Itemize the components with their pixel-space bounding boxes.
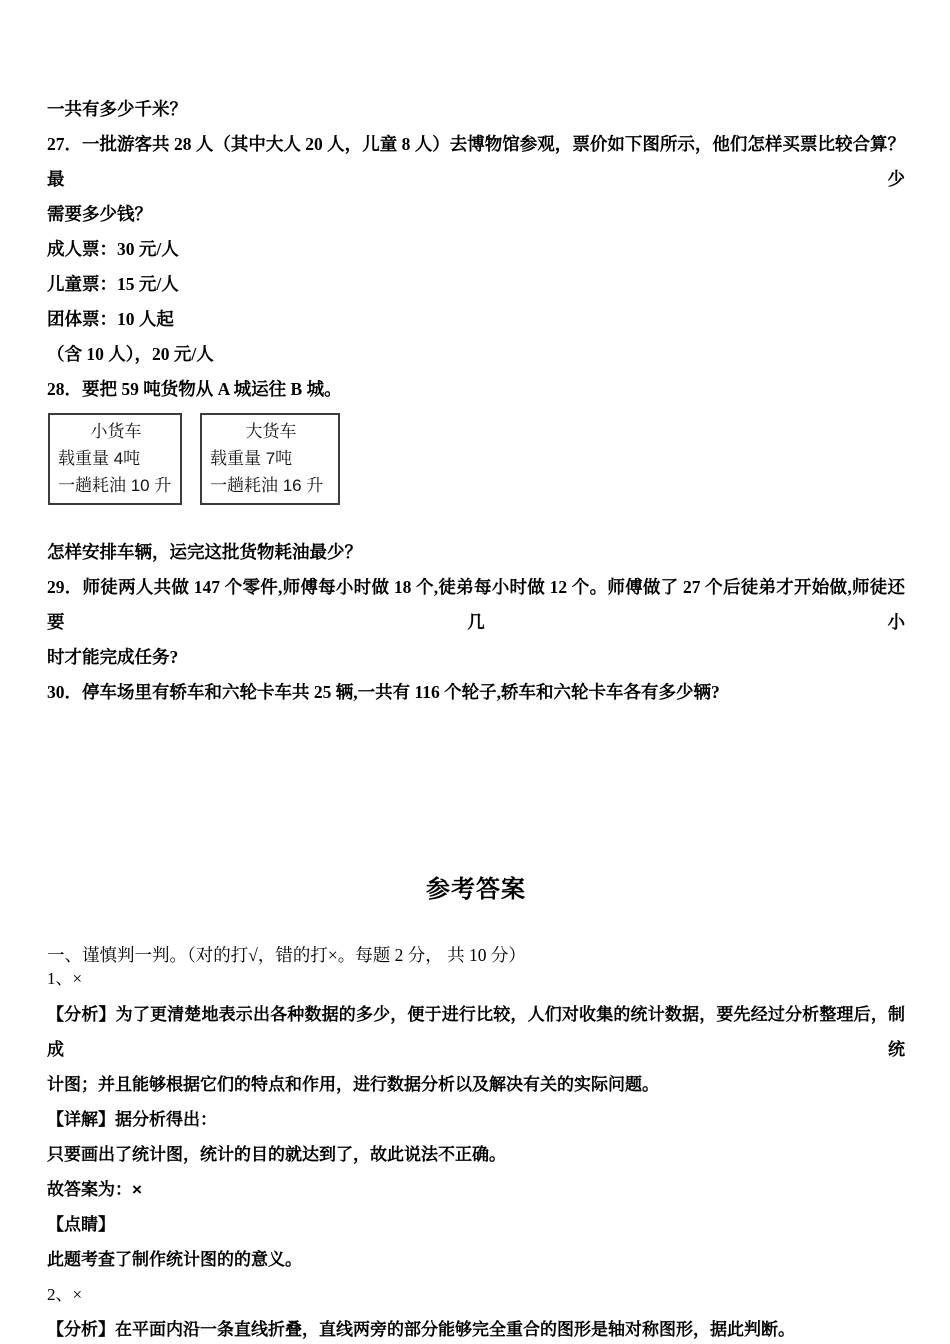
big-truck-card <box>200 413 340 505</box>
small-truck-name: 小货车 <box>90 422 142 441</box>
question-28-prompt: 怎样安排车辆，运完这批货物耗油最少？ <box>47 542 362 562</box>
answer-1-detail-body: 只要画出了统计图，统计的目的就达到了，故此说法不正确。 <box>47 1145 506 1164</box>
question-27-line1: 27．一批游客共 28 人（其中大人 20 人，儿童 8 人）去博物馆参观，票价如下图所示，他们怎样买票比较合算？最少 <box>47 134 905 189</box>
answer-1-analysis-line1: 【分析】为了更清楚地表示出各种数据的多少，便于进行比较，人们对收集的统计数据，要先经过分析整理后，制成统 <box>47 1005 905 1059</box>
question-30: 30．停车场里有轿车和六轮卡车共 25 辆,一共有 116 个轮子,轿车和六轮卡车各有多少辆? <box>47 682 720 702</box>
question-29-line1: 29．师徒两人共做 147 个零件,师傅每小时做 18 个,徒弟每小时做 12 个。师傅做了 27 个后徒弟才开始做,师徒还要几小 <box>47 577 905 632</box>
question-27-line2: 需要多少钱？ <box>47 204 152 224</box>
big-truck-name: 大货车 <box>245 422 297 441</box>
small-truck-card <box>48 413 182 505</box>
answer-1-tip-label: 【点睛】 <box>47 1215 115 1234</box>
small-truck-load: 载重量 4吨 <box>58 449 141 468</box>
answers-heading: 参考答案 <box>426 876 526 903</box>
answer-1-conclusion: 故答案为：× <box>47 1180 142 1199</box>
price-group-ticket: 团体票：10 人起 <box>47 309 174 329</box>
answer-1-result: 1、× <box>47 969 83 988</box>
small-truck-fuel: 一趟耗油 10 升 <box>58 476 172 495</box>
price-adult-ticket: 成人票：30 元/人 <box>47 239 179 259</box>
question-28-text: 28．要把 59 吨货物从 A 城运往 B 城。 <box>47 379 342 399</box>
answer-1-analysis-line2: 计图；并且能够根据它们的特点和作用，进行数据分析以及解决有关的实际问题。 <box>47 1075 659 1094</box>
answer-1-detail-label: 【详解】据分析得出： <box>47 1110 217 1129</box>
answer-1-tip-body: 此题考查了制作统计图的的意义。 <box>47 1250 302 1269</box>
question-26-tail: 一共有多少千米？ <box>47 99 187 119</box>
answer-2-result: 2、× <box>47 1285 83 1304</box>
question-29-line2: 时才能完成任务? <box>47 647 179 667</box>
answer-2-analysis: 【分析】在平面内沿一条直线折叠，直线两旁的部分能够完全重合的图形是轴对称图形，据此判断。 <box>47 1320 795 1339</box>
big-truck-load: 载重量 7吨 <box>210 449 293 468</box>
truck-info-boxes <box>48 413 905 505</box>
big-truck-fuel: 一趟耗油 16 升 <box>210 476 324 495</box>
answers-section1-header: 一、谨慎判一判。（对的打√，错的打×。每题 2 分， 共 10 分） <box>47 945 526 965</box>
price-child-ticket: 儿童票：15 元/人 <box>47 274 179 294</box>
price-group-ticket-note: （含 10 人），20 元/人 <box>47 344 214 364</box>
